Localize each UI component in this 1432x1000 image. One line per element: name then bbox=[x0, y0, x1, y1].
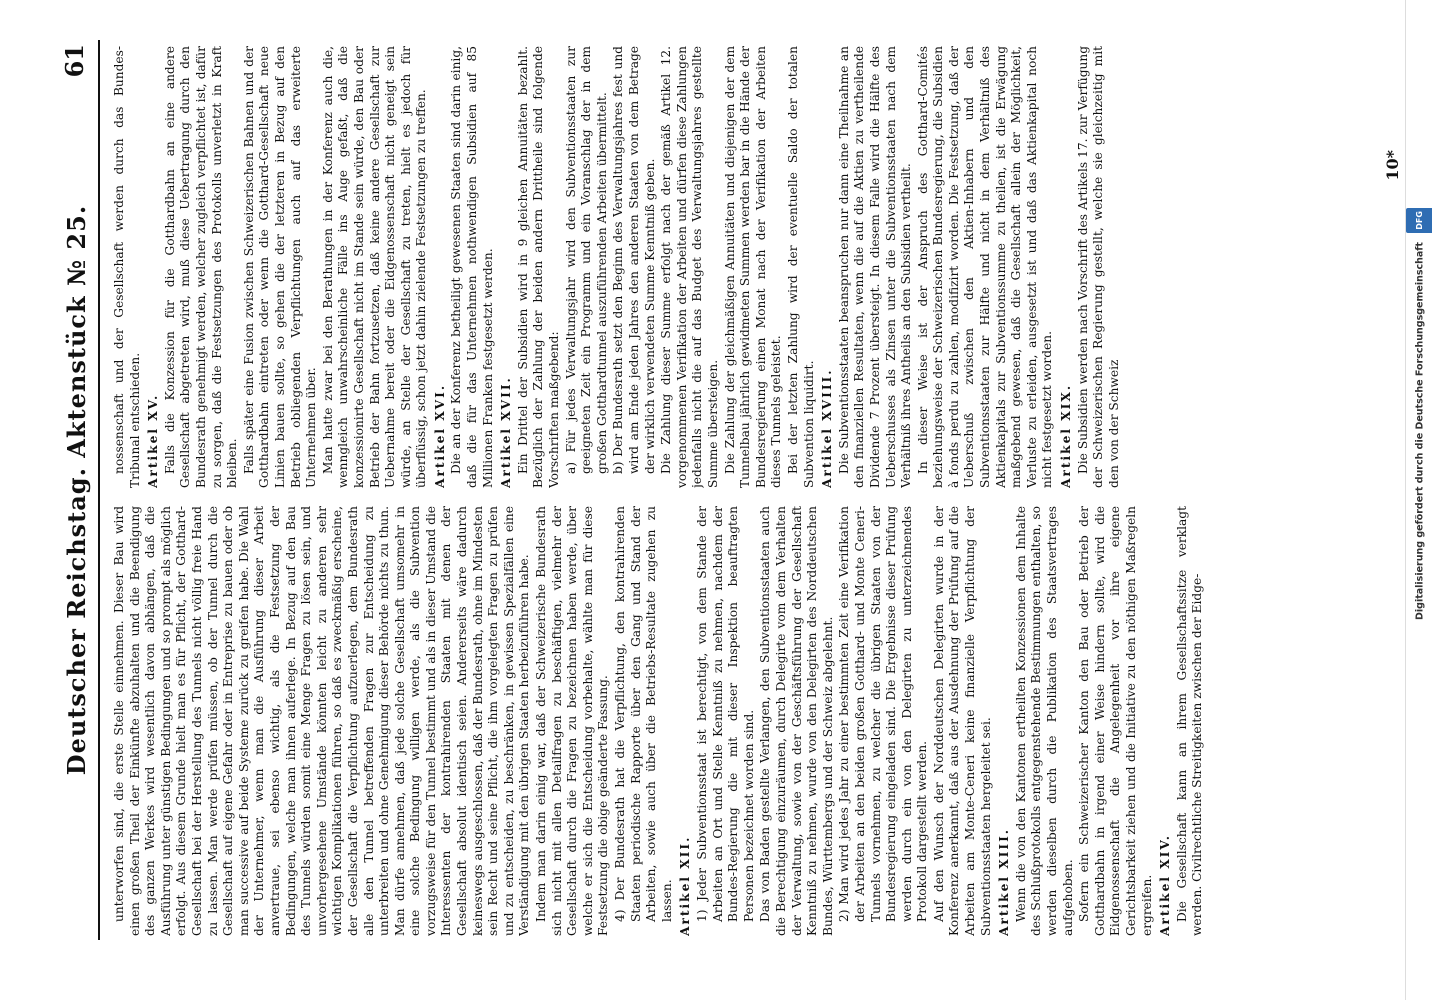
paragraph: Die Subventionsstaaten beanspruchen nur dann eine Theilnahme an den finanziellen Resultaten, wenn die auf die Aktien zu vertheilende Dividende 7 Prozent übersteigt. In diesem Falle wird die Hälfte des Ueberschusses als Zinsen unter die Subventionsstaaten nach dem Verhältniß ihres Antheils an den Subsidien vertheilt. bbox=[836, 46, 914, 488]
article-heading: Artikel XVII. bbox=[499, 376, 514, 488]
paragraph: Indem man darin einig war, daß der Schweizerische Bundesrath sich nicht mit allen Detailfragen zu beschäftigen, vielmehr der Gesellschaft durch die Fragen zu bezeichnen haben werde, über welche er sich die Entscheidung vorbehalte, wählte man für diese Festsetzung die obige geänderte Fassung. bbox=[534, 506, 611, 936]
paragraph: Falls später eine Fusion zwischen Schweizerischen Bahnen und der Gotthardbahn eintreten oder wenn die Gotthard-Gesellschaft neue Linien bauen sollte, so gehen die der letzteren in Bezug auf den Betrieb obliegenden Verpflichtungen auch auf das erweiterte Unternehmen über. bbox=[241, 46, 319, 488]
paragraph: a) Für jedes Verwaltungsjahr wird den Subventionsstaaten zur geeigneten Zeit ein Programm und ein Voranschlag der in dem großen Gotthardtunnel auszuführenden Arbeiten übermittelt. bbox=[563, 46, 609, 474]
paragraph: 1) Jeder Subventionsstaat ist berechtigt, von dem Stande der Arbeiten an Ort und Stelle Kenntniß zu nehmen, nachdem der Bundes-Regierung die mit dieser Inspektion beauftragten Personen bezeichnet worden sind. bbox=[694, 506, 756, 922]
right-column bbox=[112, 46, 1374, 488]
article-heading: Artikel XIII. bbox=[997, 827, 1012, 936]
paragraph: Auf den Wunsch der Norddeutschen Delegirten wurde in der Konferenz anerkannt, daß aus der Ausdehnung der Prüfung auf die Arbeiten am Monte-Ceneri keine finanzielle Verpflichtung der Subventionsstaaten hergeleitet sei. bbox=[931, 506, 993, 936]
digitization-note bbox=[1405, 0, 1432, 1000]
paragraph: Die Gesellschaft kann an ihrem Gesellschaftssitze verklagt werden. Civilrechtliche Streitigkeiten zwischen der Eidge- bbox=[1174, 506, 1205, 936]
digitization-note-text: Digitalisierung gefördert durch die Deutsche Forschungsgemeinschaft bbox=[1414, 242, 1426, 620]
article-heading: Artikel XVI. bbox=[432, 383, 447, 488]
signature-mark: 10* bbox=[1383, 150, 1402, 181]
paragraph: 2) Man wird jedes Jahr zu einer bestimmten Zeit eine Verifikation der Arbeiten an den beiden großen Gotthard- und Monte Ceneri-Tunnels vornehmen, zu welcher die übrigen Staaten von der Bundesregierung eingeladen sind. Die Ergebnisse dieser Prüfung werden durch ein von den Delegirten zu unterzeichnendes Protokoll dargestellt werden. bbox=[837, 506, 930, 922]
article-heading: Artikel XIX. bbox=[1059, 383, 1074, 488]
left-column bbox=[112, 506, 1374, 936]
paragraph: Bei der letzten Zahlung wird der eventuelle Saldo der totalen Subvention liquidirt. bbox=[785, 46, 816, 488]
paragraph: Ein Drittel der Subsidien wird in 9 gleichen Annuitäten bezahlt. Bezüglich der Zahlung der beiden andern Drittheile sind folgende Vorschriften maßgebend: bbox=[515, 46, 562, 488]
paragraph: nossenschaft und der Gesellschaft werden durch das Bundes-Tribunal entschieden. bbox=[112, 46, 142, 488]
paragraph: Die Subsidien werden nach Vorschrift des Artikels 17. zur Verfügung der Schweizerischen Regierung gestellt, welche sie gleichzeitig mit den von der Schweiz bbox=[1075, 46, 1121, 488]
page-header bbox=[58, 40, 100, 940]
paragraph: Sofern ein Schweizerischer Kanton den Bau oder Betrieb der Gotthardbahn in irgend einer Weise hindern sollte, wird die Eidgenossenschaft die Angelegenheit vor ihre eigene Gerichtsbarkeit ziehen und die Initiative zu den nöthigen Maßregeln ergreifen. bbox=[1077, 506, 1154, 936]
page-title: Deutscher Reichstag. Aktenstück № 25. bbox=[62, 204, 91, 776]
paragraph: unterworfen sind, die erste Stelle einnehmen. Dieser Bau wird einen großen Theil der Einkünfte abzuhalten und die Beendigung des ganzen Werkes wird wesentlich davon abhängen, daß die Ausführung unter günstigen Bedingungen und so prompt als möglich erfolgt. Aus diesem Grunde hielt man es für Pflicht, der Gotthard-Gesellschaft bei der Herstellung des Tunnels nicht völlig freie Hand zu lassen. Man werde prüfen müssen, ob der Tunnel durch die Gesellschaft auf eigene Gefahr oder in Entreprise zu bauen oder ob man successive auf beide Systeme zurück zu greifen habe. Die Wahl der Unternehmer, wenn man die Ausführung dieser Arbeit anvertraue, sei ebenso wichtig, als die Festsetzung der Bedingungen, welche man ihnen auferlege. In Bezug auf den Bau des Tunnels würden somit eine Menge Fragen zu lösen sein, und unvorhergesehene Umstände könnten leicht zu anderen sehr wichtigen Komplikationen führen, so daß es zweckmäßig erscheine, der Gesellschaft die Verpflichtung aufzuerlegen, dem Bundesrath alle den Tunnel betreffenden Fragen zur Entscheidung zu unterbreiten und ohne Genehmigung dieser Behörde nichts zu thun. Man dürfe annehmen, daß jede solche Gesellschaft umsomehr in eine solche Bedingung willigen werde, als die Subvention vorzugsweise für den Tunnel bestimmt und als in dieser Umstand die Interessenten der kontrahirenden Staaten mit denen der Gesellschaft absolut identisch seien. Andererseits wäre dadurch keineswegs ausgeschlossen, daß der Bundesrath, ohne im Mindesten sein Recht und seine Pflicht, die ihm vorgelegten Fragen zu prüfen und zu entscheiden, zu beschränken, in gewissen Spezialfällen eine Verständigung mit den übrigen Staaten herbeizuführen habe. bbox=[112, 506, 532, 936]
article-heading: Artikel XIV. bbox=[1158, 834, 1173, 936]
paragraph: Falls die Konzession für die Gotthardbahn an eine andere Gesellschaft abgetreten wird, muß diese Uebertragung durch den Bundesrath genehmigt werden, welcher zugleich verpflichtet ist, dafür zu sorgen, daß die Festsetzungen des Protokolls unverletzt in Kraft bleiben. bbox=[162, 46, 240, 488]
article-heading: Artikel XVIII. bbox=[820, 368, 835, 488]
paragraph: Das von Baden gestellte Verlangen, den Subventionsstaaten auch die Berechtigung einzuräumen, durch Delegirte vom dem Verhalten der Verwaltung, sowie von der Geschäftsführung der Gesellschaft Kenntniß zu nehmen, wurde von den Delegirten des Norddeutschen Bundes, Württembergs und der Schweiz abgelehnt. bbox=[758, 506, 835, 936]
paragraph: Die Zahlung der gleichmäßigen Annuitäten und diejenigen der dem Tunnelbau jährlich gewidmeten Summen werden bar in die Hände der Bundesregierung einen Monat nach der Verifikation der Arbeiten dieses Tunnels geleistet. bbox=[722, 46, 784, 488]
article-heading: Artikel XV. bbox=[146, 393, 161, 488]
paragraph: Die Zahlung dieser Summe erfolgt nach der gemäß Artikel 12. vorgenommenen Verifikation der Arbeiten und dürfen diese Zahlungen jedenfalls nicht die auf das Budget des Verwaltungsjahres gestellte Summe übersteigen. bbox=[659, 46, 720, 488]
paragraph: Die an der Konferenz betheiligt gewesenen Staaten sind darin einig, daß die für das Unternehmen nothwendigen Subsidien auf 85 Millionen Franken festgesetzt werden. bbox=[449, 46, 495, 488]
dfg-logo: DFG bbox=[1406, 208, 1432, 233]
paragraph: 4) Der Bundesrath hat die Verpflichtung, den kontrahirenden Staaten periodische Rapporte über den Gang und Stand der Arbeiten, sowie auch über die Betriebs-Resultate zugehen zu lassen. bbox=[613, 506, 674, 922]
page-number: 61 bbox=[60, 44, 89, 78]
paragraph: Wenn die von den Kantonen ertheilten Konzessionen dem Inhalte des Schlußprotokolls entgegenstehende Bestimmungen enthalten, so werden dieselben durch die Publikation des Staatsvertrages aufgehoben. bbox=[1013, 506, 1075, 936]
paragraph: Man hatte zwar bei den Berathungen in der Konferenz auch die, wenngleich unwahrscheinliche Fälle ins Auge gefaßt, daß die konzessionirte Gesellschaft nicht im Stande sein würde, den Bau oder Betrieb der Bahn fortzusetzen, daß keine andere Gesellschaft zur Uebernahme bereit oder die Eidgenossenschaft nicht geneigt sein würde, an Stelle der Gesellschaft zu treten, hielt es jedoch für überflüssig, schon jetzt dahin zielende Festsetzungen zu treffen. bbox=[320, 46, 429, 488]
paragraph: b) Der Bundesrath setzt den Beginn des Verwaltungsjahres fest und wird am Ende jeden Jahres den anderen Staaten von dem Betrage der wirklich verwendeten Summe Kenntniß geben. bbox=[611, 46, 657, 474]
article-heading: Artikel XII. bbox=[678, 835, 693, 936]
paragraph: In dieser Weise ist der Anspruch des Gotthard-Comités beziehungsweise der Schweizerischen Bundesregierung, die Subsidien à fonds perdu zu zahlen, modifizirt worden. Die Festsetzung, daß der Ueberschuß zwischen den Aktien-Inhabern und den Subventionsstaaten zur Hälfte und nicht in dem Verhältniß des Aktienkapitals zur Subventionssumme zu theilen, ist die Erwägung maßgebend gewesen, daß die Gesellschaft allein der Möglichkeit, Verluste zu erleiden, ausgesetzt ist und daß das Aktienkapital noch nicht festgesetzt worden. bbox=[915, 46, 1055, 488]
